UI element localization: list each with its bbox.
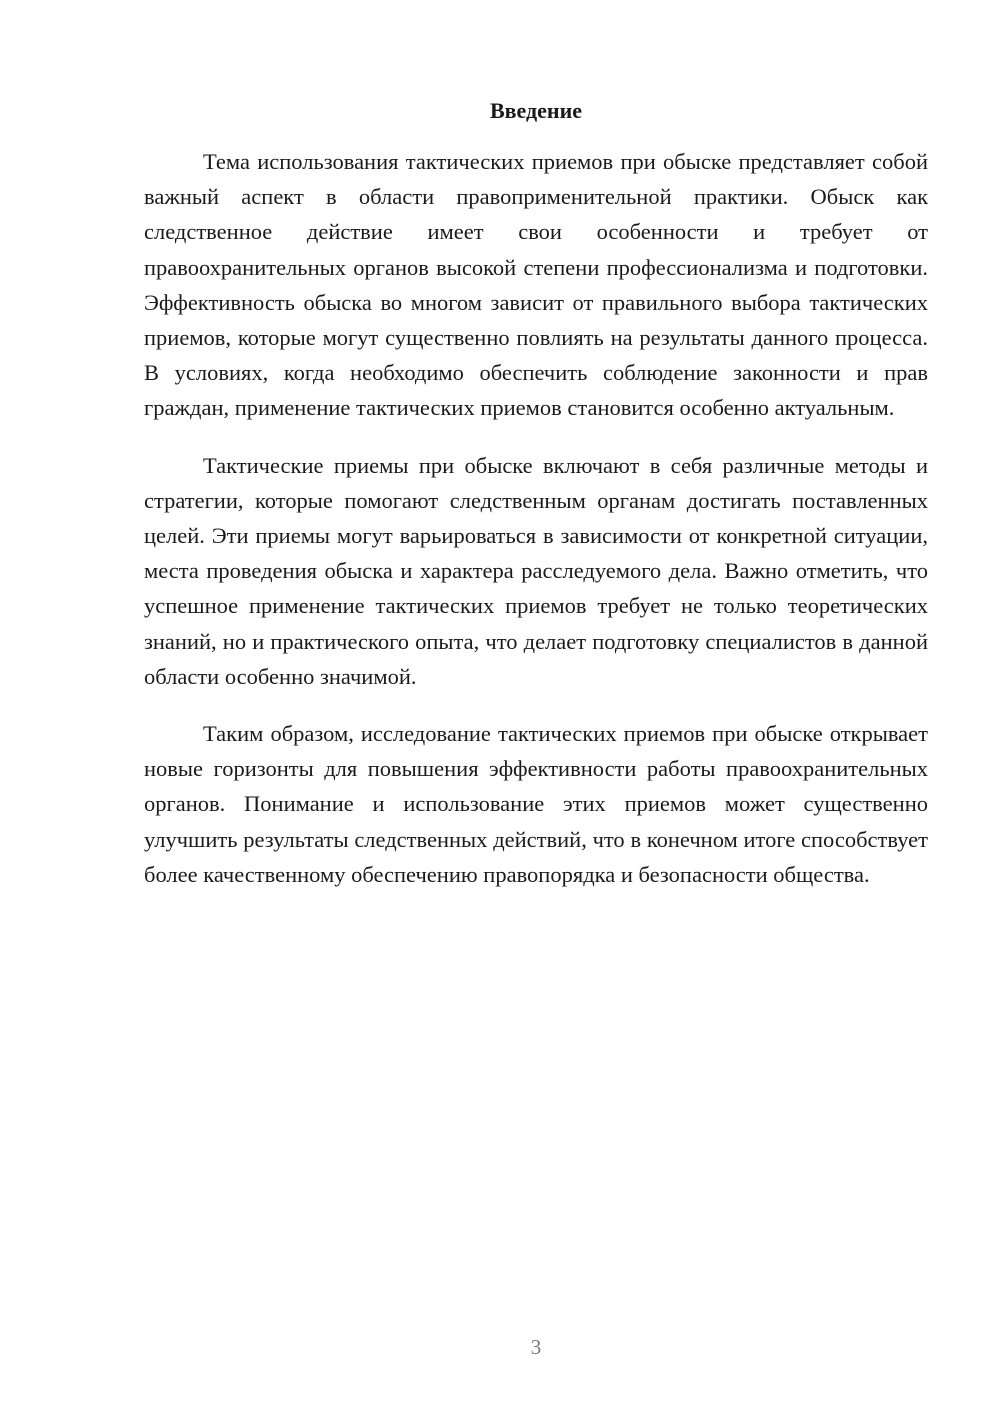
page-number: 3 (530, 1335, 542, 1359)
paragraph-1: Тема использования тактических приемов при обыске представляет собой важный аспект в области правоприменительной практики. Обыск как следственное действие имеет свои особенности и требует от правоохранительных органов высокой степени профессионализма и подготовки. Эффективность обыска во многом зависит от правильного выбора тактических приемов, которые могут существенно повлиять на результаты данного процесса. В условиях, когда необходимо обеспечить соблюдение законности и прав граждан, применение тактических приемов становится особенно актуальным. (144, 149, 928, 421)
paragraph-3: Таким образом, исследование тактических приемов при обыске открывает новые горизонты для повышения эффективности работы правоохранительных органов. Понимание и использование этих приемов может существенно улучшить результаты следственных действий, что в конечном итоге способствует более качественному обеспечению правопорядка и безопасности общества. (144, 721, 928, 887)
paragraph-2: Тактические приемы при обыске включают в себя различные методы и стратегии, которые помогают следственным органам достигать поставленных целей. Эти приемы могут варьироваться в зависимости от конкретной ситуации, места проведения обыска и характера расследуемого дела. Важно отметить, что успешное применение тактических приемов требует не только теоретических знаний, но и практического опыта, что делает подготовку специалистов в данной области особенно значимой. (144, 452, 928, 689)
section-heading: Введение (489, 98, 583, 123)
body-text (144, 144, 928, 914)
